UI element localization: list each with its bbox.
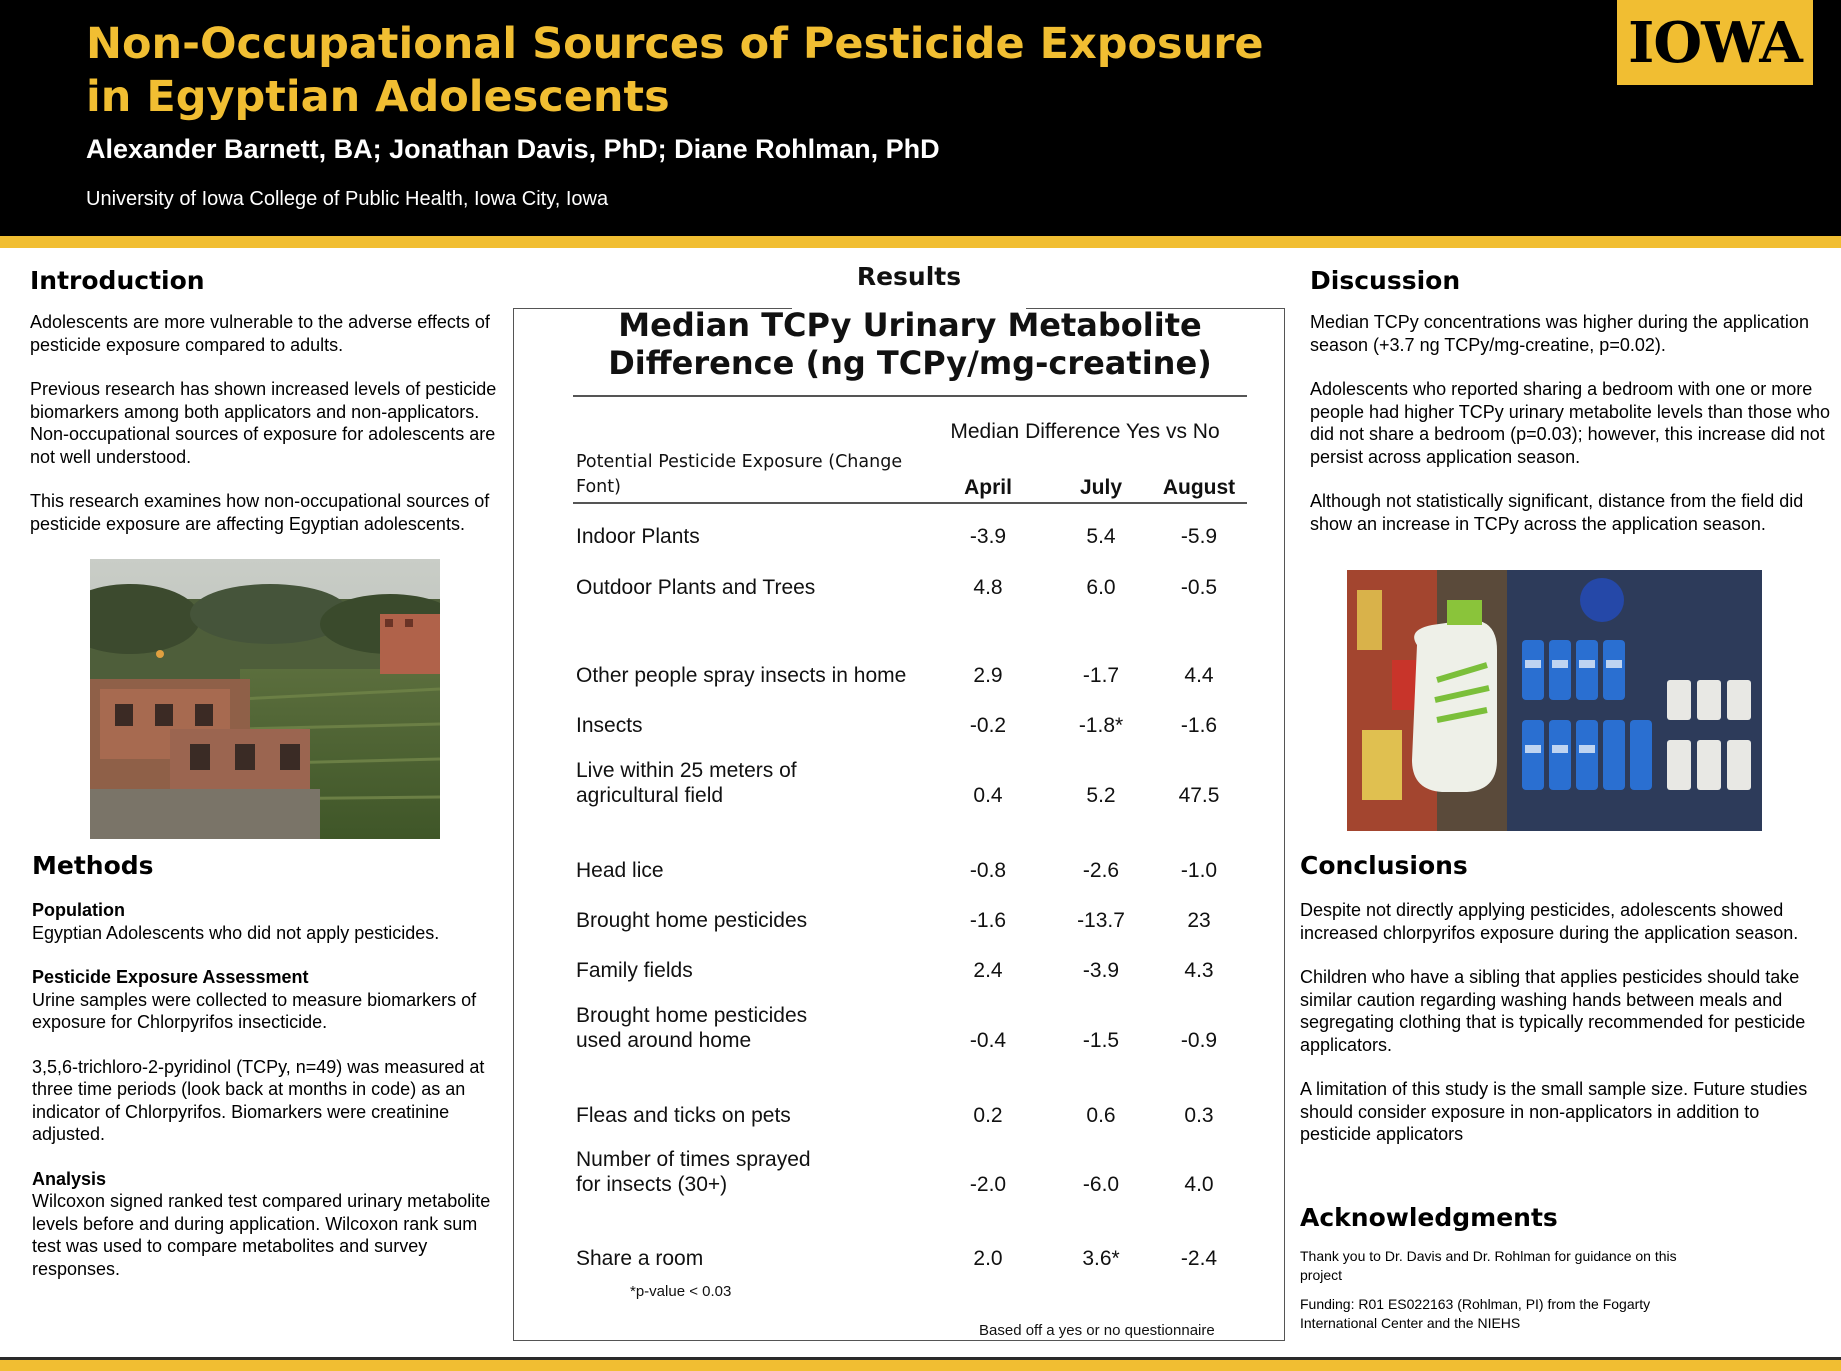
table-cell-august: -1.0 [1180,859,1218,882]
footer-dark-rule [0,1357,1841,1360]
intro-paragraph: Previous research has shown increased levels of pesticide biomarkers among both applicators and non-applicators. Non-occupational sources of exposure for adolescents are not well understood. [30,379,497,467]
poster-title-line-1: Non-Occupational Sources of Pesticide Exposure [86,19,1264,69]
conclusions-heading: Conclusions [1300,851,1468,880]
introduction-text [30,311,505,535]
table-cell-august: -2.4 [1180,1247,1218,1270]
conclusions-paragraph: A limitation of this study is the small sample size. Future studies should consider exposure in non-applicators in addition to pesticide applicators [1300,1079,1808,1144]
thanks-text: Thank you to Dr. Davis and Dr. Rohlman for guidance on this project [1300,1248,1677,1283]
results-table-title-line-1: Median TCPy Urinary Metabolite [618,306,1202,344]
table-cell-april: -1.6 [969,909,1007,932]
table-row-label: Brought home pesticides [576,909,808,932]
table-cell-august: 47.5 [1178,784,1220,807]
table-cell-july: -1.5 [1082,1029,1120,1052]
table-cell-august: 23 [1187,909,1211,932]
intro-paragraph: This research examines how non-occupational sources of pesticide exposure are affecting Egyptian adolescents. [30,491,490,534]
table-cell-april: 2.0 [973,1247,1003,1270]
discussion-paragraph: Median TCPy concentrations was higher during the application season (+3.7 ng TCPy/mg-creatine, p=0.02). [1310,312,1809,355]
population-text: Egyptian Adolescents who did not apply pesticides. [32,922,440,943]
poster-title [86,18,1366,124]
table-row-label: Family fields [576,959,693,982]
assessment-text: Urine samples were collected to measure biomarkers of exposure for Chlorpyrifos insecticide. [32,989,477,1032]
acknowledgments-heading: Acknowledgments [1300,1203,1558,1232]
analysis-text: Wilcoxon signed ranked test compared urinary metabolite levels before and during application. Wilcoxon rank sum test was used to compare metabolites and survey responses. [32,1191,491,1279]
table-cell-july: -2.6 [1082,859,1120,882]
poster-authors: Alexander Barnett, BA; Jonathan Davis, PhD; Diane Rohlman, PhD [86,134,940,164]
conclusions-paragraph: Children who have a sibling that applies pesticides should take similar caution regarding washing hands between meals and segregating clothing that is typically recommended for pesticide applicators. [1300,967,1806,1055]
population-subheading: Population [32,900,125,920]
table-row-label: Head lice [576,859,664,882]
funding-text: Funding: R01 ES022163 (Rohlman, PI) from the Fogarty International Center and the NIEHS [1300,1296,1651,1331]
table-row-label: Brought home pesticides used around home [576,1004,808,1052]
p-value-footnote: *p-value < 0.03 [630,1283,732,1300]
table-cell-april: -0.8 [969,859,1007,882]
table-cell-april: -2.0 [969,1173,1007,1196]
table-cell-august: 0.3 [1184,1104,1214,1127]
table-cell-august: 4.0 [1184,1173,1214,1196]
table-cell-july: -13.7 [1077,909,1125,932]
population-block [32,899,502,944]
pesticide-shelf-photo [1347,570,1762,831]
iowa-logo-text: IOWA [1628,9,1802,76]
table-cell-april: 0.2 [973,1104,1003,1127]
table-row-label: Insects [576,714,643,737]
acknowledgments-text [1300,1247,1720,1333]
title-divider [573,395,1247,397]
results-table-title-line-2: Difference (ng TCPy/mg-creatine) [608,344,1212,382]
table-cell-august: 4.3 [1184,959,1214,982]
pesticide-shelf-illustration [1347,570,1762,831]
table-cell-april: -3.9 [969,525,1007,548]
table-cell-april: -0.4 [969,1029,1007,1052]
table-row-label: Indoor Plants [576,525,700,548]
discussion-paragraph: Adolescents who reported sharing a bedroom with one or more people had higher TCPy urinary metabolite levels than those who did not share a bedroom (p=0.03); however, this increase did not persist across application season. [1310,379,1830,467]
table-cell-april: 4.8 [973,576,1003,599]
table-cell-july: -3.9 [1082,959,1120,982]
intro-paragraph: Adolescents are more vulnerable to the adverse effects of pesticide exposure compared to adults. [30,312,490,355]
table-cell-august: -0.5 [1180,576,1218,599]
table-row-label: Number of times sprayed for insects (30+) [576,1148,811,1196]
assessment-block [32,966,502,1034]
conclusions-text [1300,899,1825,1146]
table-cell-july: 5.2 [1086,784,1116,807]
median-difference-label: Median Difference Yes vs No [950,420,1220,443]
table-cell-july: 5.4 [1086,525,1116,548]
poster-affiliation: University of Iowa College of Public Health, Iowa City, Iowa [86,188,609,210]
table-cell-april: 0.4 [973,784,1003,807]
table-cell-july: 0.6 [1086,1104,1116,1127]
methods-text [32,899,502,1280]
table-cell-july: 6.0 [1086,576,1116,599]
table-row-label: Live within 25 meters of agricultural field [576,759,797,807]
table-row-label: Outdoor Plants and Trees [576,576,816,599]
column-header-august: August [1162,476,1236,499]
table-cell-july: 3.6* [1082,1247,1120,1270]
table-cell-april: 2.4 [973,959,1003,982]
methods-heading: Methods [32,851,154,880]
table-cell-april: -0.2 [969,714,1007,737]
table-cell-august: -0.9 [1180,1029,1218,1052]
header-divider [573,502,1247,504]
conclusions-paragraph: Despite not directly applying pesticides, adolescents showed increased chlorpyrifos exposure during the application season. [1300,900,1799,943]
table-cell-july: -6.0 [1082,1173,1120,1196]
column-header-july: July [1079,476,1123,499]
village-photo-illustration [90,559,440,839]
tcpy-text: 3,5,6-trichloro-2-pyridinol (TCPy, n=49) was measured at three time periods (look back at months in code) as an indicator of Chlorpyrifos. Biomarkers were creatinine adjusted. [32,1056,485,1144]
discussion-heading: Discussion [1310,266,1461,295]
discussion-text [1310,311,1830,535]
table-row-label: Other people spray insects in home [576,664,907,687]
table-cell-april: 2.9 [973,664,1003,687]
table-row-label: Share a room [576,1247,704,1270]
analysis-subheading: Analysis [32,1168,107,1189]
table-cell-july: -1.8* [1078,714,1124,737]
table-cell-july: -1.7 [1082,664,1120,687]
assessment-subheading: Pesticide Exposure Assessment [32,967,309,987]
table-cell-august: -1.6 [1180,714,1218,737]
results-heading: Results [792,262,1026,291]
analysis-block [32,1168,502,1281]
table-cell-august: -5.9 [1180,525,1218,548]
table-row-label: Fleas and ticks on pets [576,1104,791,1127]
table-cell-august: 4.4 [1184,664,1214,687]
iowa-logo [1617,0,1813,85]
header-gold-rule [0,236,1841,248]
discussion-paragraph: Although not statistically significant, distance from the field did show an increase in TCPy across the application season. [1310,491,1804,534]
introduction-heading: Introduction [30,266,205,295]
poster-title-line-2: in Egyptian Adolescents [86,72,670,122]
exposure-column-header: Potential Pesticide Exposure (Change Font) [576,452,903,497]
results-table-title [573,306,1247,382]
village-photo [90,559,440,839]
questionnaire-footnote: Based off a yes or no questionnaire [979,1322,1215,1339]
column-header-april: April [964,476,1012,499]
